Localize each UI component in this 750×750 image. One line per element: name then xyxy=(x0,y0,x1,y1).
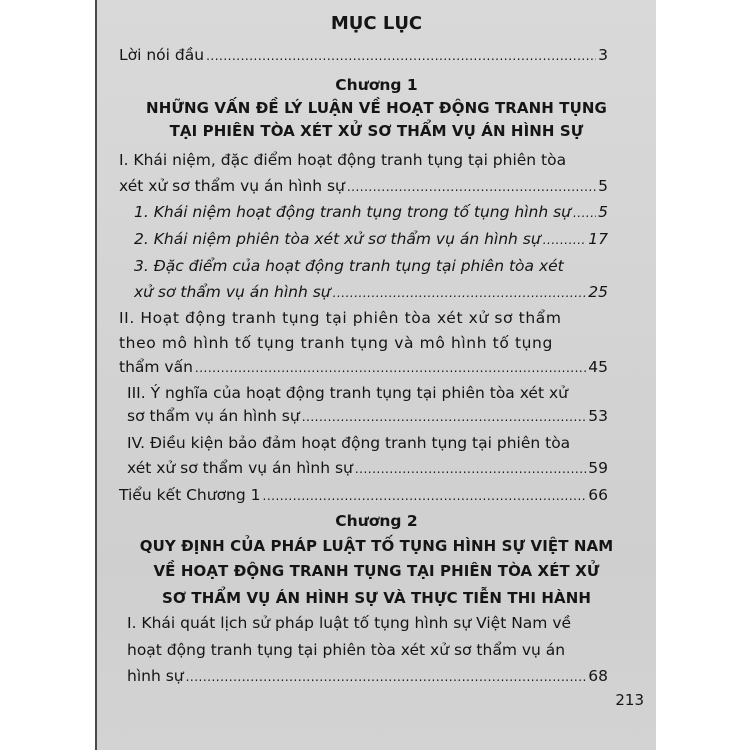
dot-leader xyxy=(573,202,596,223)
chapter-1-label: Chương 1 xyxy=(335,76,418,94)
dot-leader xyxy=(543,229,587,250)
chapter-2-heading-line-3: SƠ THẨM VỤ ÁN HÌNH SỰ VÀ THỰC TIỄN THI HÀNH xyxy=(161,589,592,607)
toc-entry-ch2-section-1[interactable] xyxy=(127,666,608,687)
entry-page: 3 xyxy=(598,46,608,64)
toc-entry-chapter-1-summary[interactable] xyxy=(119,485,608,506)
toc-entry-section-2-line-2[interactable]: theo mô hình tố tụng tranh tụng và mô hình tố tụng xyxy=(119,334,553,352)
page-number: 213 xyxy=(615,691,644,709)
toc-entry-section-2[interactable] xyxy=(119,357,608,378)
chapter-1-heading-line-1: NHỮNG VẤN ĐỀ LÝ LUẬN VỀ HOẠT ĐỘNG TRANH TỤNG xyxy=(146,99,607,117)
entry-page: 25 xyxy=(588,283,608,301)
entry-page: 5 xyxy=(598,203,608,221)
toc-entry-subsection-1[interactable] xyxy=(134,202,608,223)
toc-entry-subsection-3[interactable] xyxy=(134,282,608,303)
entry-page: 66 xyxy=(588,486,608,504)
entry-text: Lời nói đầu xyxy=(119,46,205,64)
toc-entry-section-1[interactable] xyxy=(119,176,608,197)
book-page xyxy=(95,0,656,750)
toc-entry-section-4[interactable] xyxy=(127,458,608,479)
toc-entry-section-3-line-1[interactable]: III. Ý nghĩa của hoạt động tranh tụng tại phiên tòa xét xử xyxy=(127,384,568,402)
toc-entry-section-2-line-1[interactable]: II. Hoạt động tranh tụng tại phiên tòa xét xử sơ thẩm xyxy=(119,309,562,327)
chapter-1-heading-line-2: TẠI PHIÊN TÒA XÉT XỬ SƠ THẨM VỤ ÁN HÌNH SỰ xyxy=(169,122,584,140)
entry-text: Tiểu kết Chương 1 xyxy=(119,486,261,504)
entry-text: xét xử sơ thẩm vụ án hình sự xyxy=(127,459,353,477)
toc-entry-preface[interactable] xyxy=(119,45,608,66)
toc-entry-subsection-2[interactable] xyxy=(134,229,608,250)
entry-page: 53 xyxy=(588,407,608,425)
entry-text: xử sơ thẩm vụ án hình sự xyxy=(134,283,331,301)
dot-leader xyxy=(195,357,586,378)
dot-leader xyxy=(206,45,596,66)
dot-leader xyxy=(347,176,596,197)
chapter-2-heading-line-2: VỀ HOẠT ĐỘNG TRANH TỤNG TẠI PHIÊN TÒA XÉT XỬ xyxy=(153,562,600,580)
entry-text: sơ thẩm vụ án hình sự xyxy=(127,407,300,425)
dot-leader xyxy=(333,282,587,303)
toc-entry-section-3[interactable] xyxy=(127,406,608,427)
dot-leader xyxy=(186,666,587,687)
toc-title: MỤC LỤC xyxy=(330,13,423,34)
entry-page: 45 xyxy=(588,358,608,376)
entry-page: 59 xyxy=(588,459,608,477)
toc-entry-subsection-3-line-1[interactable]: 3. Đặc điểm của hoạt động tranh tụng tại phiên tòa xét xyxy=(134,257,564,275)
chapter-2-heading-line-1: QUY ĐỊNH CỦA PHÁP LUẬT TỐ TỤNG HÌNH SỰ VIỆT NAM xyxy=(139,537,614,555)
dot-leader xyxy=(263,485,587,506)
toc-entry-ch2-section-1-line-2[interactable]: hoạt động tranh tụng tại phiên tòa xét xử sơ thẩm vụ án xyxy=(127,641,566,659)
entry-text: thẩm vấn xyxy=(119,358,193,376)
chapter-2-label: Chương 2 xyxy=(335,512,418,530)
toc-entry-ch2-section-1-line-1[interactable]: I. Khái quát lịch sử pháp luật tố tụng hình sự Việt Nam về xyxy=(127,614,572,632)
entry-page: 5 xyxy=(598,177,608,195)
entry-text: 1. Khái niệm hoạt động tranh tụng trong tố tụng hình sự xyxy=(134,203,571,221)
entry-text: xét xử sơ thẩm vụ án hình sự xyxy=(119,177,345,195)
entry-page: 68 xyxy=(588,667,608,685)
dot-leader xyxy=(355,458,586,479)
dot-leader xyxy=(302,406,587,427)
entry-text: hình sự xyxy=(127,667,184,685)
entry-page: 17 xyxy=(588,230,608,248)
toc-entry-section-1-line-1[interactable]: I. Khái niệm, đặc điểm hoạt động tranh tụng tại phiên tòa xyxy=(119,151,567,169)
toc-entry-section-4-line-1[interactable]: IV. Điều kiện bảo đảm hoạt động tranh tụng tại phiên tòa xyxy=(127,434,571,452)
entry-text: 2. Khái niệm phiên tòa xét xử sơ thẩm vụ án hình sự xyxy=(134,230,541,248)
